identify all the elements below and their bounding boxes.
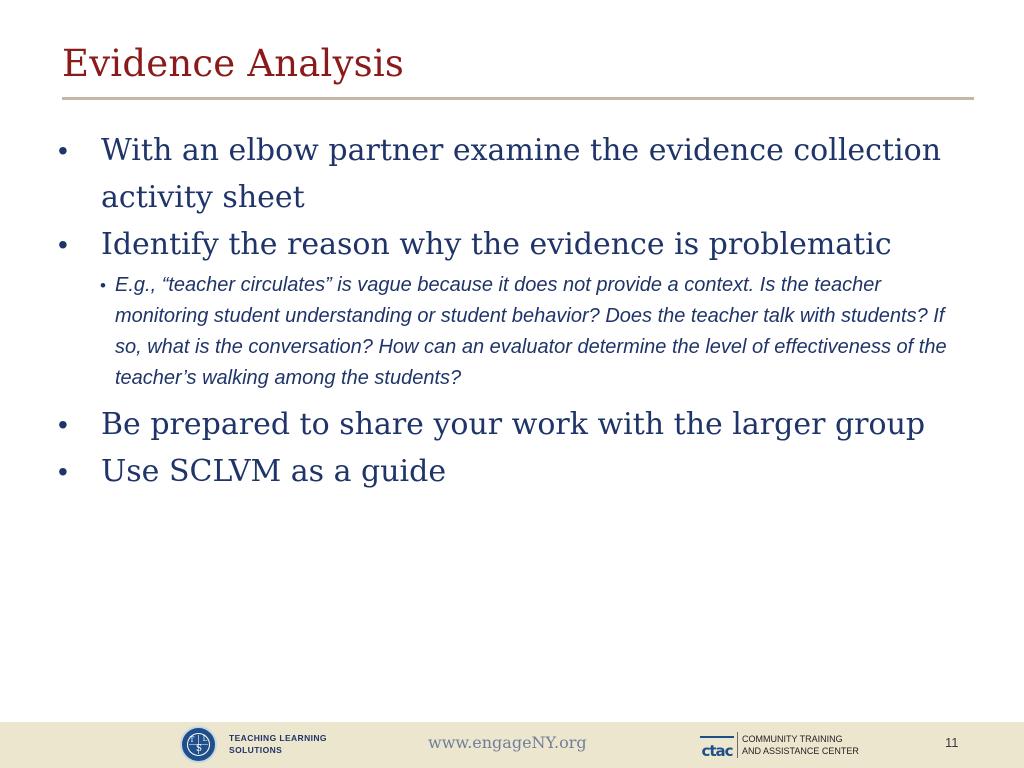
- ctac-line-2: AND ASSISTANCE CENTER: [742, 746, 859, 756]
- bullet-dot-icon: •: [58, 135, 68, 166]
- bullet-item: [58, 401, 973, 448]
- slide-title: Evidence Analysis: [62, 42, 405, 85]
- bullet-dot-icon: •: [58, 229, 68, 260]
- bullet-text: With an elbow partner examine the evidence collection activity sheet: [101, 133, 942, 215]
- ctac-logo-icon: [700, 731, 734, 759]
- bullet-text: Be prepared to share your work with the larger group: [101, 407, 926, 442]
- bullet-item: [58, 448, 973, 495]
- tls-line-1: TEACHING LEARNING: [229, 733, 327, 743]
- tls-logo-mark: [182, 728, 215, 761]
- ctac-line-1: COMMUNITY TRAINING: [742, 734, 843, 744]
- ctac-logo-text: [742, 733, 859, 757]
- tls-logo-text: [229, 732, 327, 756]
- tls-letter-l: L: [202, 735, 208, 743]
- tls-line-2: SOLUTIONS: [229, 745, 283, 755]
- ctac-divider: [737, 732, 738, 758]
- bullet-dot-icon: •: [58, 409, 68, 440]
- bullet-text: Use SCLVM as a guide: [101, 454, 447, 489]
- tls-letter-s: S: [195, 744, 203, 754]
- title-divider: [62, 97, 974, 100]
- ctac-mark: ctac: [701, 742, 733, 759]
- bullet-text: Identify the reason why the evidence is problematic: [101, 227, 892, 262]
- page-number: 11: [945, 735, 959, 750]
- tls-letter-t: T: [189, 736, 195, 744]
- bullet-dot-icon: •: [58, 456, 68, 487]
- sub-bullet-dot-icon: •: [100, 276, 106, 295]
- bullet-item: [58, 127, 973, 221]
- slide-content: [58, 127, 973, 495]
- tls-logo-icon: [180, 726, 217, 763]
- bullet-item: [58, 221, 973, 268]
- footer-url-link[interactable]: www.engageNY.org: [428, 733, 587, 752]
- sub-bullet-text: E.g., “teacher circulates” is vague because it does not provide a context. Is the teacher monitoring student understanding or student behavior? Does the teacher talk with students? If so, what is the conversation? How can an evaluator determine the level of effectiveness of the teacher’s walking among the students?: [115, 274, 947, 389]
- sub-bullet-item: [58, 270, 973, 394]
- footer-bar: [0, 722, 1024, 768]
